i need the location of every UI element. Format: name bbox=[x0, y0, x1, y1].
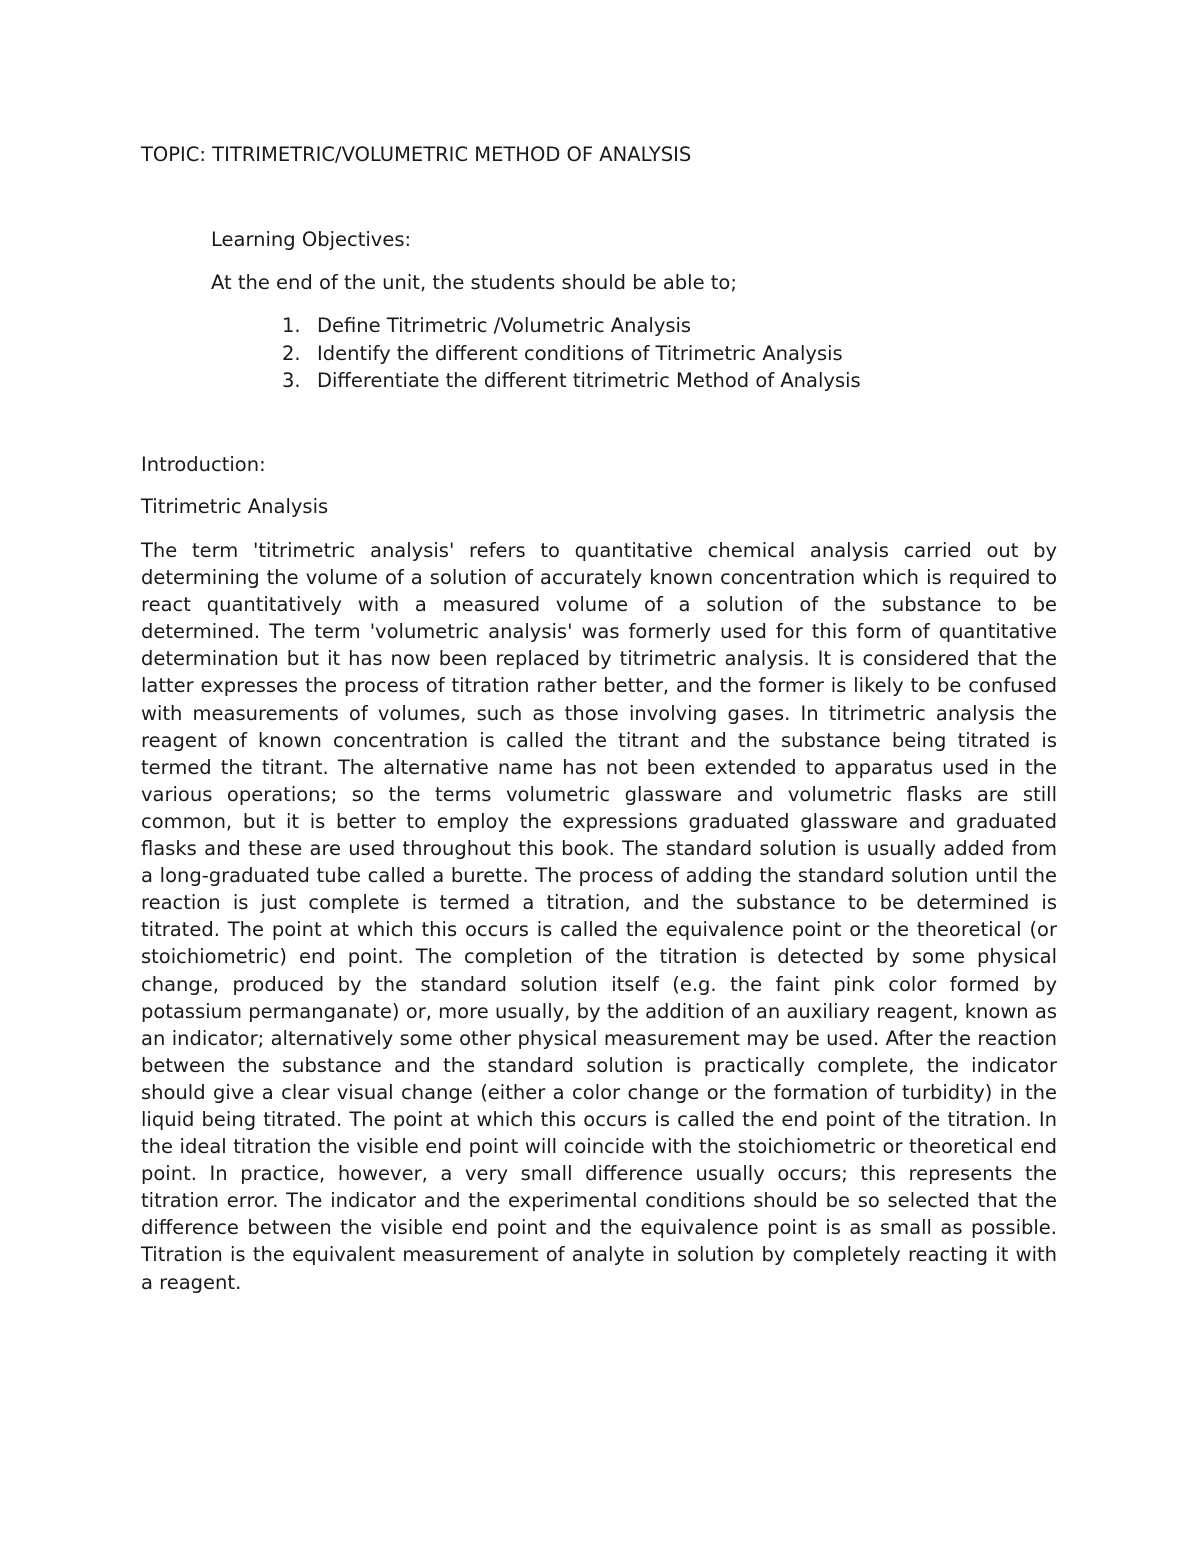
objective-text: Differentiate the different titrimetric Method of Analysis bbox=[317, 369, 861, 392]
objective-number: 3. bbox=[282, 369, 301, 392]
objective-number: 2. bbox=[282, 341, 301, 365]
learning-objectives-intro: At the end of the unit, the students should be able to; bbox=[211, 271, 737, 294]
objective-item bbox=[276, 312, 861, 340]
objective-item bbox=[276, 340, 861, 368]
section-heading-titrimetric-analysis: Titrimetric Analysis bbox=[141, 495, 329, 518]
learning-objectives-list bbox=[276, 312, 861, 395]
learning-objectives-heading: Learning Objectives: bbox=[211, 228, 412, 251]
objective-text: Identify the different conditions of Titrimetric Analysis bbox=[317, 341, 843, 365]
introduction-paragraph: The term 'titrimetric analysis' refers to quantitative chemical analysis carried out by determining the volume of a solution of accurately known concentration which is required to react quantitatively with a measured volume of a solution of the substance to be determined. The term 'volumetric analysis' was formerly used for this form of quantitative determination but it has now been replaced by titrimetric analysis. It is considered that the latter expresses the process of titration rather better, and the former is likely to be confused with measurements of volumes, such as those involving gases. In titrimetric analysis the reagent of known concentration is called the titrant and the substance being titrated is termed the titrant. The alternative name has not been extended to apparatus used in the various operations; so the terms volumetric glassware and volumetric flasks are still common, but it is better to employ the expressions graduated glassware and graduated flasks and these are used throughout this book. The standard solution is usually added from a long-graduated tube called a burette. The process of adding the standard solution until the reaction is just complete is termed a titration, and the substance to be determined is titrated. The point at which this occurs is called the equivalence point or the theoretical (or stoichiometric) end point. The completion of the titration is detected by some physical change, produced by the standard solution itself (e.g. the faint pink color formed by potassium permanganate) or, more usually, by the addition of an auxiliary reagent, known as an indicator; alternatively some other physical measurement may be used. After the reaction between the substance and the standard solution is practically complete, the indicator should give a clear visual change (either a color change or the formation of turbidity) in the liquid being titrated. The point at which this occurs is called the end point of the titration. In the ideal titration the visible end point will coincide with the stoichiometric or theoretical end point. In practice, however, a very small difference usually occurs; this represents the titration error. The indicator and the experimental conditions should be so selected that the difference between the visible end point and the equivalence point is as small as possible. Titration is the equivalent measurement of analyte in solution by completely reacting it with a reagent. bbox=[141, 539, 1057, 1294]
topic-title: TOPIC: TITRIMETRIC/VOLUMETRIC METHOD OF ANALYSIS bbox=[141, 143, 692, 166]
objective-text: Define Titrimetric /Volumetric Analysis bbox=[317, 314, 692, 337]
objective-item bbox=[276, 367, 861, 395]
introduction-heading: Introduction: bbox=[141, 453, 266, 476]
objective-number: 1. bbox=[282, 314, 301, 337]
